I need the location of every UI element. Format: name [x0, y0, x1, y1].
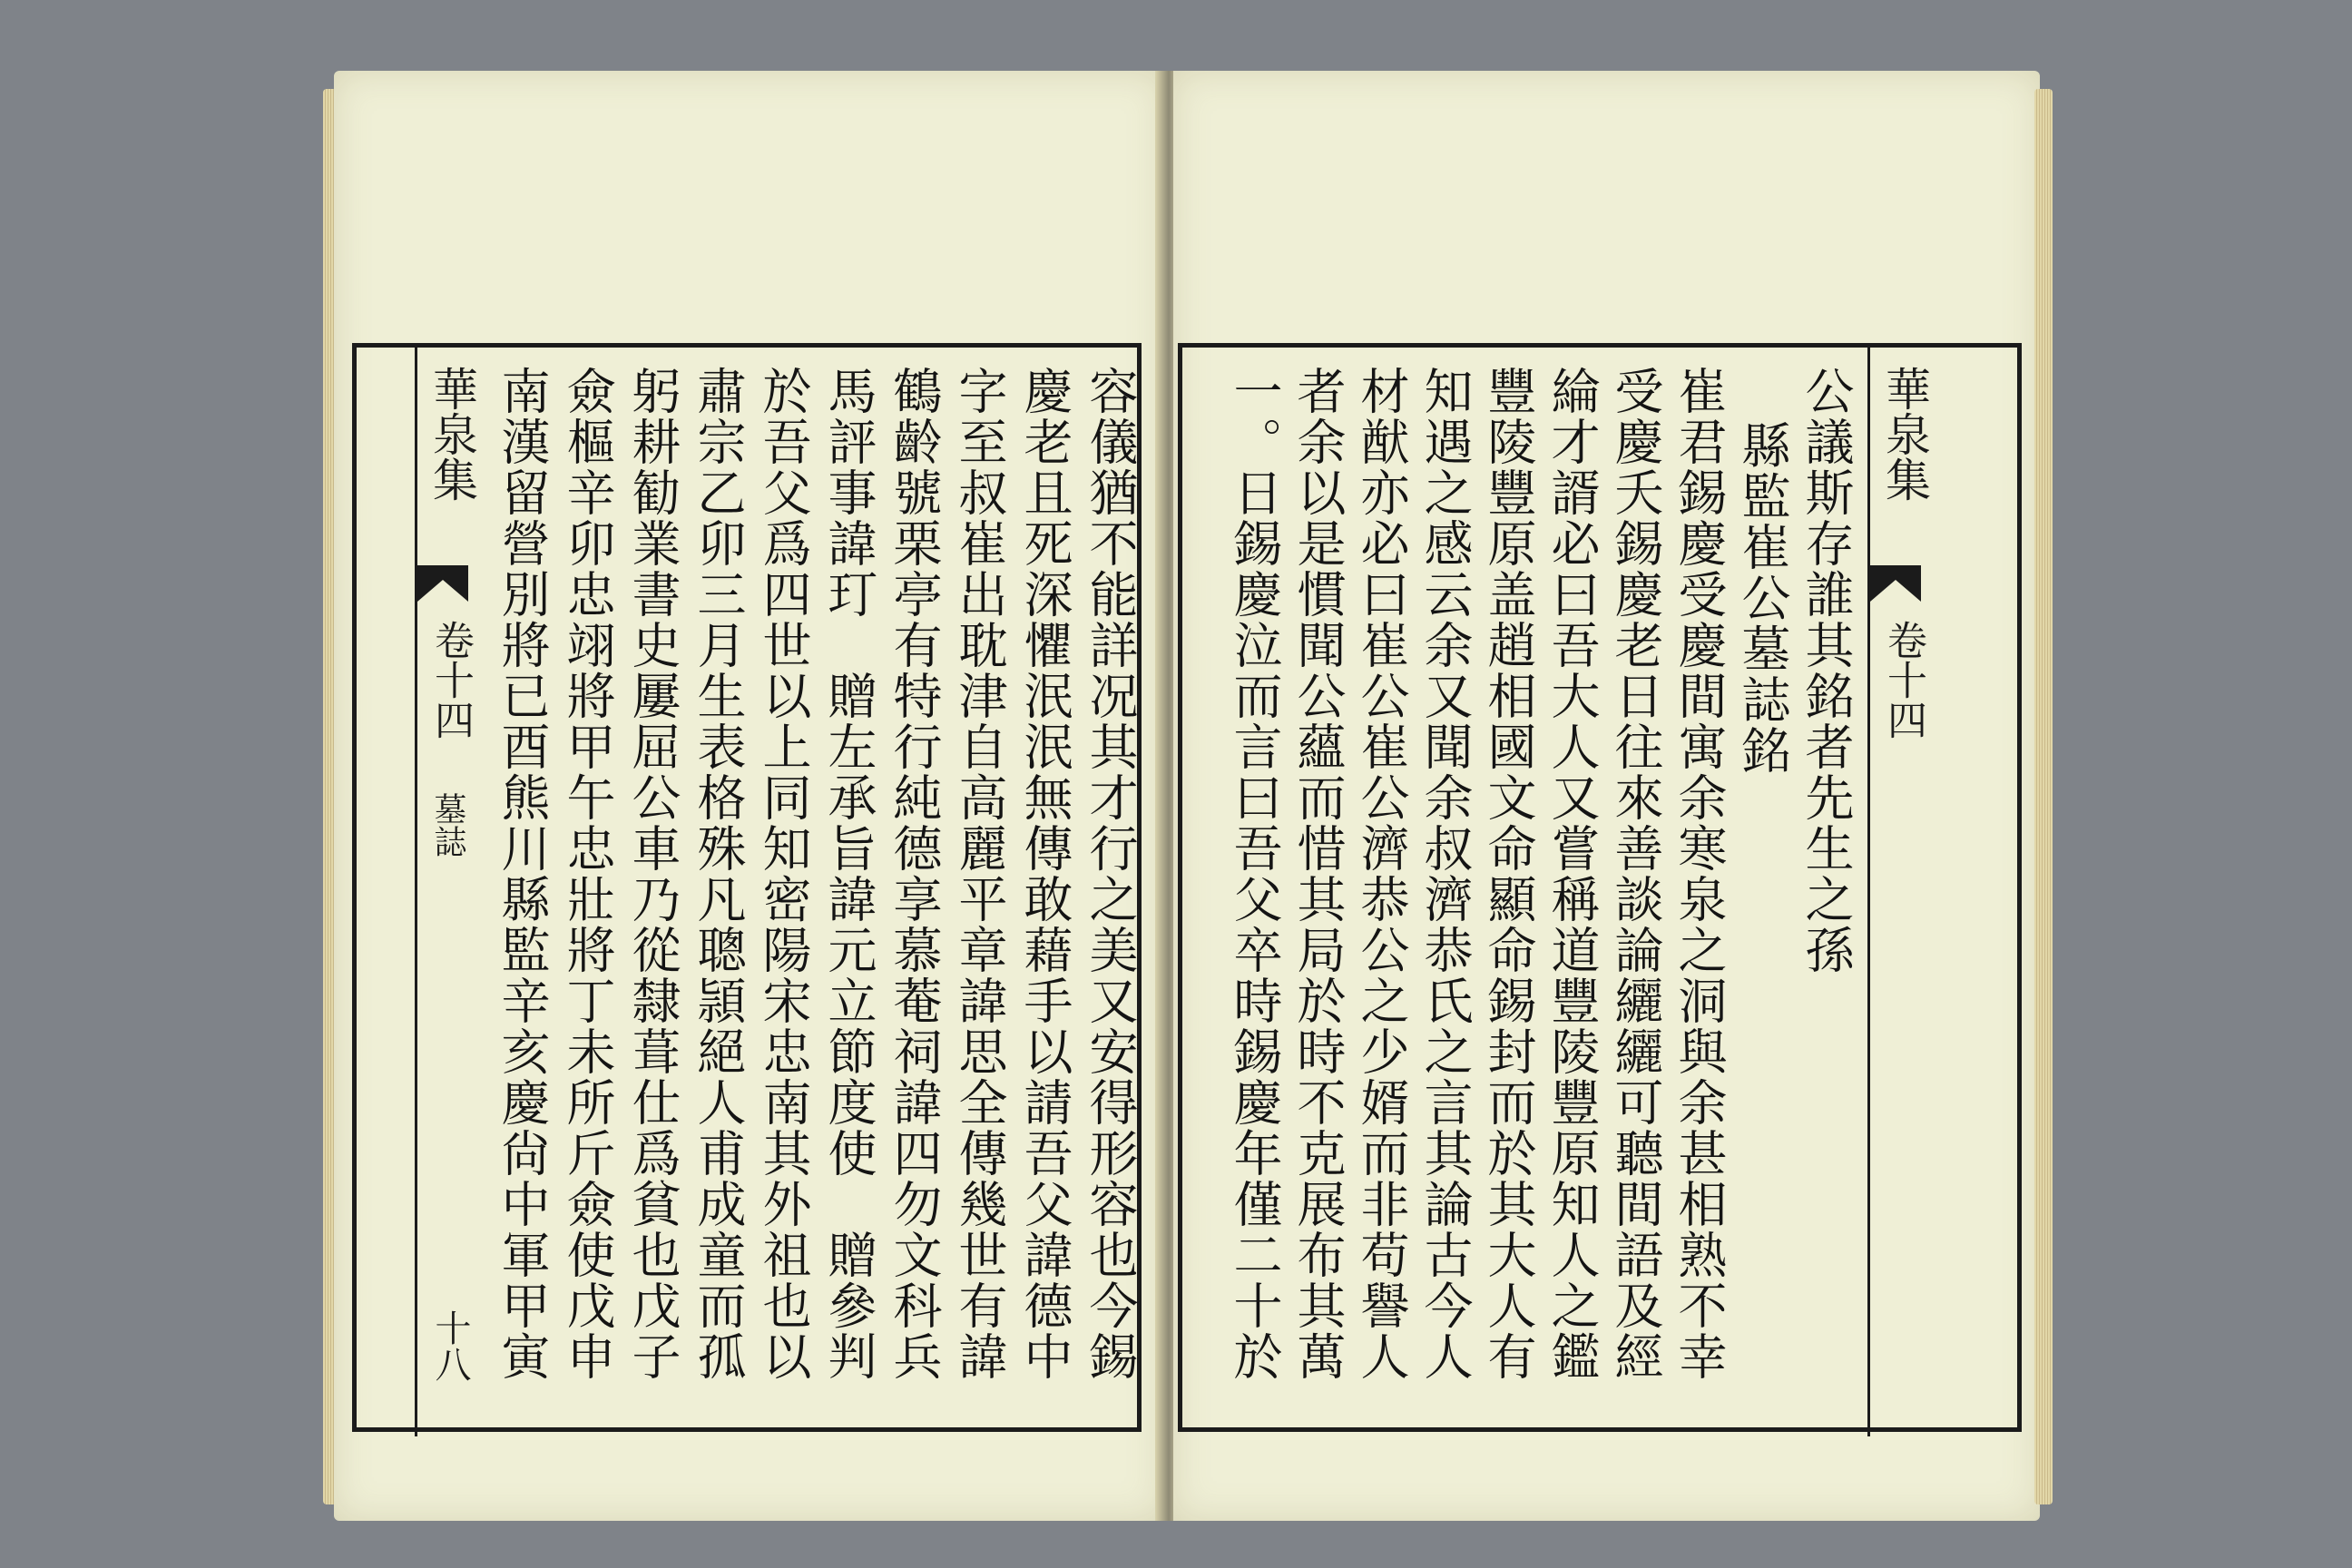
left-col-5: 馬評事諱玎 贈左承旨諱元立節度使 贈參判: [820, 366, 877, 1382]
right-col-2: 縣監崔公墓誌銘: [1734, 420, 1791, 776]
right-col-3: 崔君錫慶受慶間寓余寒泉之洞與余甚相熟不幸: [1671, 366, 1728, 1382]
fish-tail-mark: [417, 565, 468, 602]
volume-label: 卷十四: [427, 620, 474, 740]
right-page: [1173, 71, 2040, 1521]
right-text-frame: [1178, 343, 2022, 1432]
left-col-2: 慶老且死深懼泯泯無傳敢藉手以請吾父諱德中: [1016, 366, 1073, 1382]
right-col-8: 材猷亦必曰崔公崔公濟恭公之少婿而非苟譽人: [1353, 366, 1410, 1382]
right-col-5: 綸才諝必曰吾大人又嘗稱道豐陵豐原知人之鑑: [1544, 366, 1601, 1382]
left-col-4: 鶴齡號栗亭有特行純德享慕菴祠諱四勿文科兵: [886, 366, 943, 1382]
right-col-7: 知遇之感云余又聞余叔濟恭氏之言其論古今人: [1416, 366, 1474, 1382]
left-col-3: 字至叔崔出耽津自高麗平章諱思全傳幾世有諱: [951, 366, 1008, 1382]
right-col-1: 公議斯存誰其銘者先生之孫: [1798, 366, 1855, 975]
book-title: 華泉集: [426, 366, 478, 502]
volume-label-right: 卷十四: [1880, 620, 1926, 740]
page-number: 十八: [429, 1309, 471, 1382]
section-label: 墓誌: [429, 792, 466, 858]
left-text-frame: [352, 343, 1142, 1432]
left-col-10: 南漢留營別將已酉熊川縣監辛亥慶尙中軍甲寅: [494, 366, 551, 1382]
right-spine-column: [1867, 348, 1931, 1436]
left-col-7: 肅宗乙卯三月生表格殊凡聰頴絕人甫成童而孤: [690, 366, 747, 1382]
page-edges-right: [2034, 89, 2053, 1504]
left-col-6: 於吾父爲四世以上同知密陽宋忠南其外祖也以: [755, 366, 812, 1382]
right-col-6: 豐陵豐原盖趙相國文命顯命錫封而於其大人有: [1480, 366, 1537, 1382]
left-col-1: 容儀猶不能詳况其才行之美又安得形容也今錫: [1082, 366, 1139, 1382]
open-book: [334, 71, 2040, 1521]
fish-tail-mark-right: [1870, 565, 1921, 602]
left-col-9: 僉樞辛卯忠翊將甲午忠壯將丁未所斤僉使戊申: [559, 366, 616, 1382]
left-spine-column: [415, 348, 478, 1436]
book-title-right: 華泉集: [1878, 366, 1931, 502]
right-col-9: 者余以是慣聞公蘊而惜其局於時不克展布其萬: [1289, 366, 1347, 1382]
left-page: [334, 71, 1164, 1521]
left-col-8: 躬耕勧業書史屢屈公車乃從隸葺仕爲貧也戊子: [624, 366, 681, 1382]
right-col-10: 一。日錫慶泣而言曰吾父卒時錫慶年僅二十於: [1226, 366, 1283, 1382]
right-col-4: 受慶夭錫慶老日往來善談論纚纚可聽間語及經: [1607, 366, 1664, 1382]
